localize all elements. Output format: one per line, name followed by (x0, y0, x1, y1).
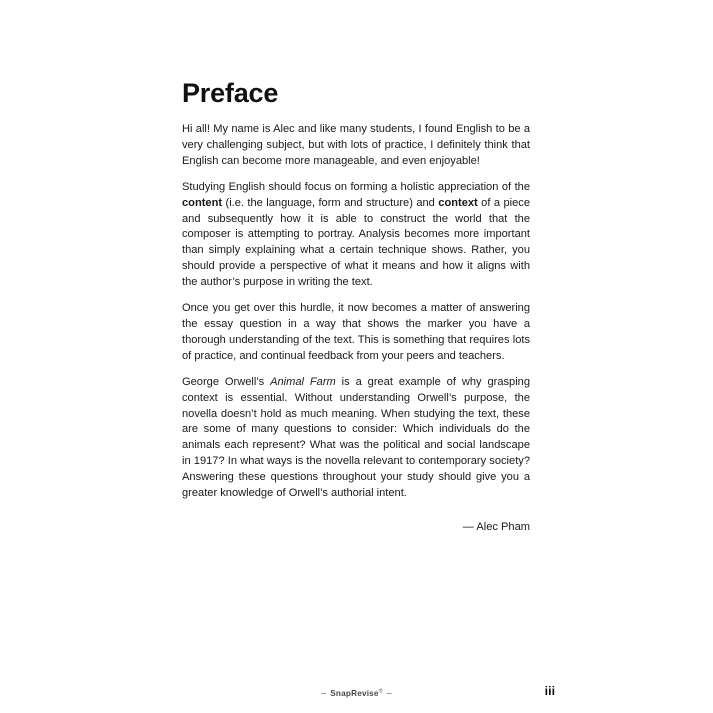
paragraph-content-context (182, 180, 530, 291)
paragraph-animal-farm (182, 375, 530, 502)
page-number: iii (544, 686, 556, 698)
page-footer (0, 688, 713, 708)
footer-brand (0, 688, 713, 698)
text-run: George Orwell’s (182, 375, 271, 388)
emphasis-context: context (438, 196, 478, 209)
page-title: Preface (182, 78, 279, 108)
paragraph-intro (182, 122, 530, 170)
registered-trademark-icon: ® (378, 688, 383, 695)
page-content (182, 78, 530, 536)
author-signature: — Alec Pham (462, 520, 530, 533)
text-run: Studying English should focus on forming a holistic appreciation of the (182, 180, 530, 193)
text-run: is a great example of why grasping context is essential. Without understanding Orwell’s purpose, the novella doesn’t hold as much meaning. When studying the text, these are some of many questions to consider: Which individuals do the animals each represent? What was the political and social landscape in 1917? In what ways is the novella relevant to contemporary society? Answering these questions throughout your study should give you a greater knowledge of Orwell’s authorial intent. (182, 375, 531, 500)
text-run: (i.e. the language, form and structure) and (222, 196, 439, 209)
emphasis-content: content (182, 196, 223, 209)
paragraph-essay-question (182, 301, 530, 365)
tilde-left-icon: ∼ (320, 689, 328, 698)
text-run: of a piece and subsequently how it is able to construct the world that the composer is attempting to portray. Analysis becomes more important than simply explaining what a certain technique shows. Rather, you should provide a perspective of what it means and how it aligns with the author’s purpose in writing the text. (182, 196, 530, 289)
brand-name: SnapRevise (330, 689, 379, 698)
book-title-animal-farm: Animal Farm (270, 375, 336, 388)
text-run: Hi all! My name is Alec and like many students, I found English to be a very challenging subject, but with lots of practice, I definitely think that English can become more manageable, and even enjoyable! (182, 123, 530, 167)
tilde-right-icon: ∼ (385, 689, 393, 698)
text-run: Once you get over this hurdle, it now becomes a matter of answering the essay question in a way that shows the marker you have a thorough understanding of the text. This is something that requires lots of practice, and continual feedback from your peers and teachers. (182, 302, 530, 362)
